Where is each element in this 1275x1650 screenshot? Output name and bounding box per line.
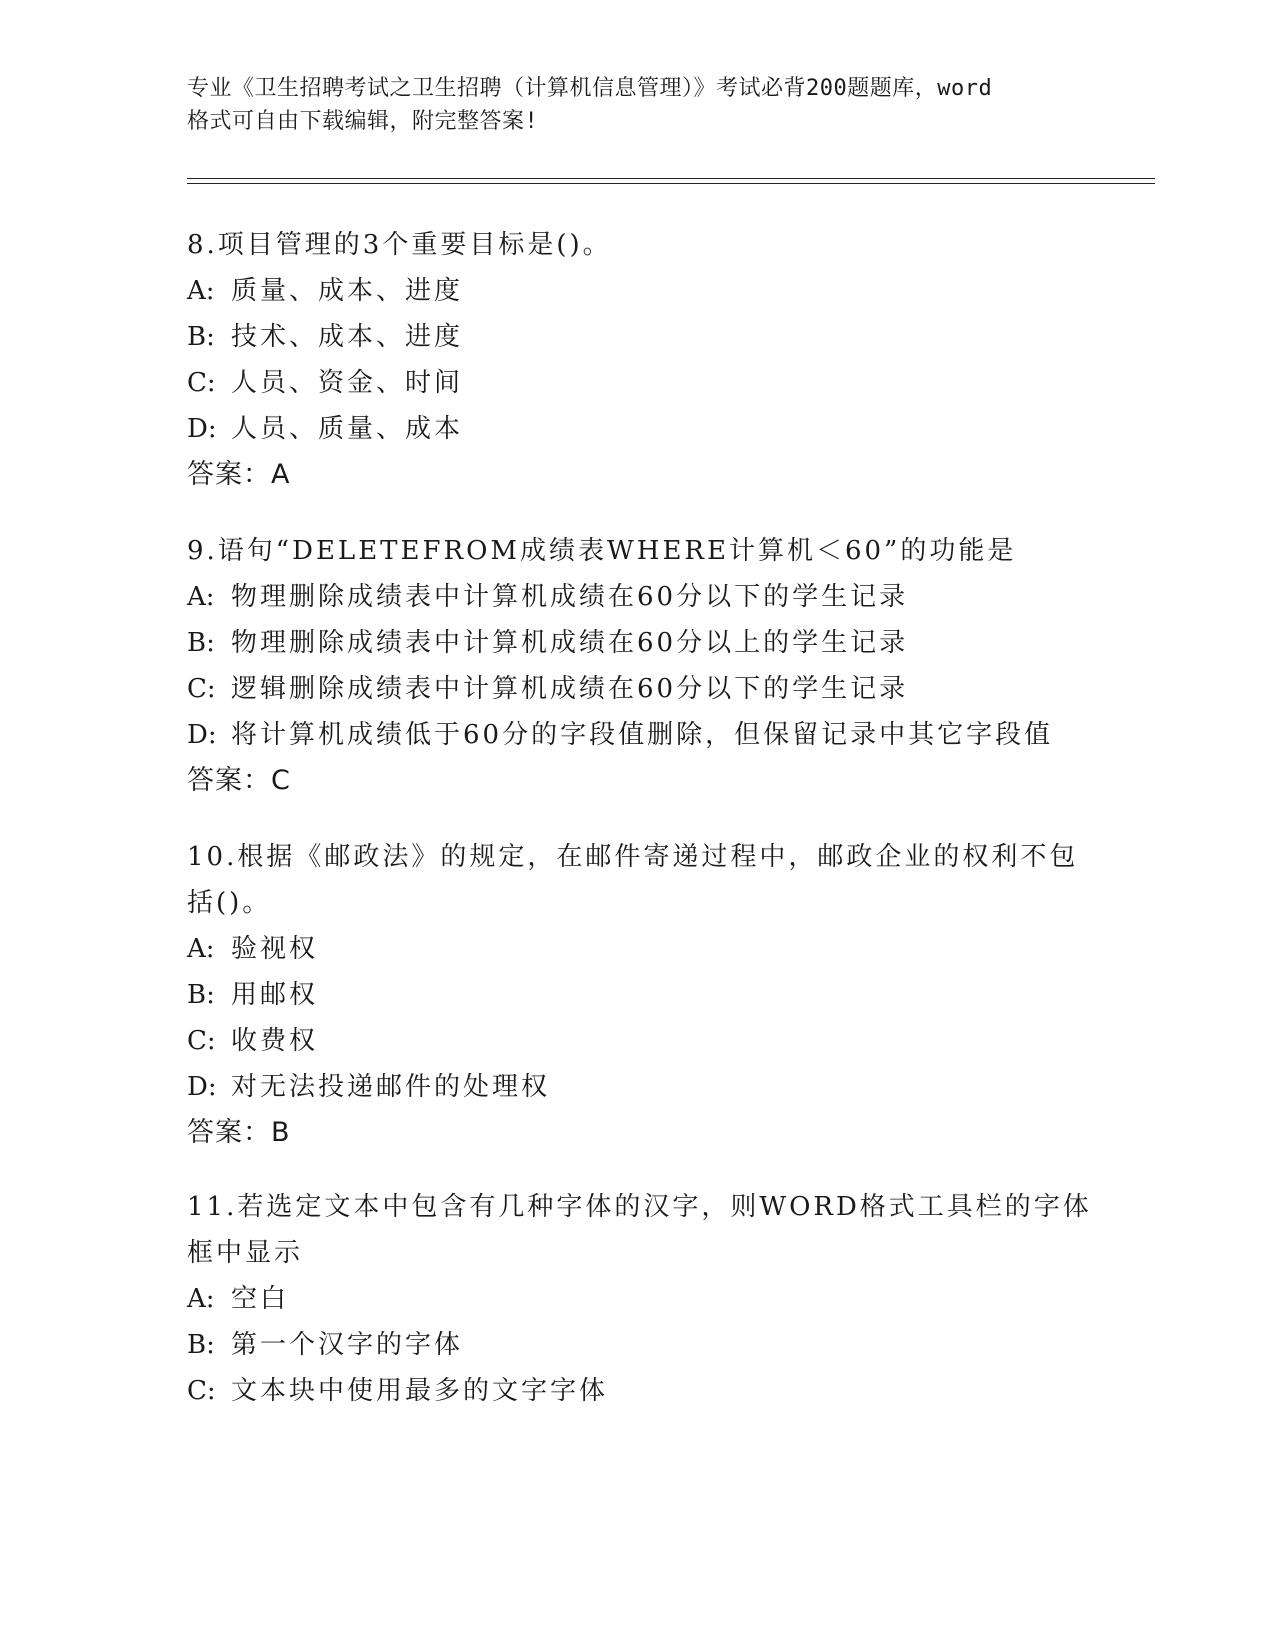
header-line-2: 格式可自由下载编辑，附完整答案!	[187, 109, 539, 134]
question-8	[187, 222, 1087, 498]
option-d: D: 对无法投递邮件的处理权	[187, 1072, 551, 1102]
option-c: C: 逻辑删除成绩表中计算机成绩在60分以下的学生记录	[187, 674, 909, 704]
question-text: 8.项目管理的3个重要目标是()。	[187, 230, 612, 260]
option-b: B: 物理删除成绩表中计算机成绩在60分以上的学生记录	[187, 628, 909, 658]
question-9	[187, 528, 1087, 804]
answer: 答案：C	[187, 765, 291, 796]
question-10	[187, 834, 1087, 1156]
option-c: C: 人员、资金、时间	[187, 368, 464, 398]
question-text-line-2: 括()。	[187, 888, 272, 918]
option-c: C: 文本块中使用最多的文字字体	[187, 1376, 609, 1406]
option-b: B: 技术、成本、进度	[187, 322, 464, 352]
option-c: C: 收费权	[187, 1026, 319, 1056]
option-a: A: 物理删除成绩表中计算机成绩在60分以下的学生记录	[187, 582, 909, 612]
answer: 答案：B	[187, 1117, 291, 1148]
question-text-line-1: 10.根据《邮政法》的规定，在邮件寄递过程中，邮政企业的权利不包	[187, 842, 1079, 872]
option-a: A: 质量、成本、进度	[187, 276, 464, 306]
question-text-line-2: 框中显示	[187, 1238, 304, 1268]
header-divider-bottom	[187, 183, 1155, 184]
answer: 答案：A	[187, 459, 291, 490]
question-text: 9.语句“DELETEFROM成绩表WHERE计算机＜60”的功能是	[187, 536, 1017, 566]
header-divider-top	[187, 178, 1155, 179]
option-d: D: 将计算机成绩低于60分的字段值删除，但保留记录中其它字段值	[187, 720, 1054, 750]
option-b: B: 第一个汉字的字体	[187, 1330, 464, 1360]
header-line-1: 专业《卫生招聘考试之卫生招聘（计算机信息管理）》考试必背200题题库，word	[187, 76, 993, 101]
option-b: B: 用邮权	[187, 980, 319, 1010]
option-a: A: 空白	[187, 1284, 290, 1314]
question-11	[187, 1184, 1092, 1414]
question-text-line-1: 11.若选定文本中包含有几种字体的汉字，则WORD格式工具栏的字体	[187, 1192, 1092, 1222]
option-a: A: 验视权	[187, 934, 319, 964]
document-header	[187, 72, 1087, 138]
option-d: D: 人员、质量、成本	[187, 414, 464, 444]
